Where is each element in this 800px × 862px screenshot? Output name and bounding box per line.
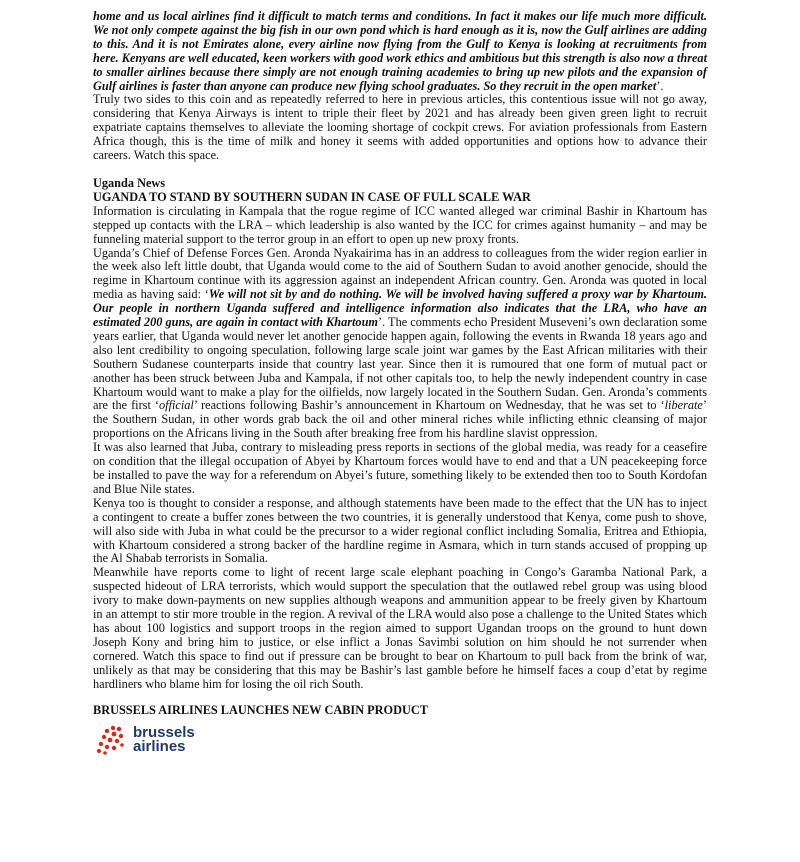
intro-quote-end: ’. bbox=[656, 78, 664, 93]
brussels-headline: BRUSSELS AIRLINES LAUNCHES NEW CABIN PRODUCT bbox=[93, 702, 428, 717]
section-title-uganda: Uganda News bbox=[93, 175, 166, 190]
uganda-p2-part-c: ’ reactions following Bashir’s announcement in Khartoum on Wednesday, that he was set to ‘ bbox=[193, 398, 665, 413]
uganda-paragraph-3: It was also learned that Juba, contrary to misleading press reports in sections of the global media, was ready for a ceasefire on condition that the illegal occupation of Abyei by Khartoum forces would have to end and that a UN peacekeeping force be installed to pave the way for a referendum on Abyei’s future, something likely to be extended then too to South Kordofan and Blue Nile states. bbox=[93, 440, 707, 496]
brussels-airlines-logo bbox=[95, 725, 707, 755]
uganda-p2-part-d: ’ the Southern Sudan, in other words grab back the oil and other mineral riches while inflicting ethnic cleansing of major proportions on the Africans living in the South after breaking free from his hardline slavist oppression. bbox=[93, 398, 707, 441]
document-page bbox=[93, 10, 707, 755]
intro-paragraph: Truly two sides to this coin and as repeatedly referred to here in previous articles, this contentious issue will not go away, considering that Kenya Airways is intent to triple their fleet by 2021 and has already been given green light to recruit expatriate captains themselves to alleviate the looming shortage of cockpit crews. For aviation professionals from Eastern Africa though, this is the time of milk and honey it seems with added opportunities and options how to advance their careers. Watch this space. bbox=[93, 92, 707, 163]
uganda-paragraph-2 bbox=[93, 247, 707, 442]
logo-text-line-1: brussels bbox=[133, 724, 195, 742]
uganda-headline: UGANDA TO STAND BY SOUTHERN SUDAN IN CASE OF FULL SCALE WAR bbox=[93, 189, 531, 204]
brussels-airlines-wordmark bbox=[133, 726, 195, 754]
aronda-quote: We will not sit by and do nothing. We will be involved having suffered a proxy war by Khartoum. Our people in northern Uganda suffered and intelligence information also indicates that the LRA, who have an estimated 200 guns, are again in contact with Khartoum bbox=[93, 287, 708, 330]
uganda-p2-part-a: Uganda’s Chief of Defense Forces Gen. Aronda Nyakairima has in an address to colleagues from the wider region earlier in the week also left little doubt, that Uganda would come to the aid of Southern Sudan to avoid another genocide, should the regime in Khartoum continue with its aggression against an independent African country. Gen. Aronda was quoted in local media as having said: ‘ bbox=[93, 245, 707, 302]
logo-text-line-2: airlines bbox=[133, 738, 186, 756]
brussels-airlines-dots-icon bbox=[95, 725, 129, 755]
uganda-p2-part-b: ’. The comments echo President Museveni’s own declaration some years earlier, that Uganda would never let another genocide happen again, following the events in Rwanda 18 years ago and also lent credibility to ongoing speculation, following large scale joint war games by the East African militaries with their Southern Sudanese counterparts inside that country last year. Since then it is rumoured that one form of mutual pact or another has been struck between Juba and Kampala, if not other capitals too, to help the newly independent country in case Khartoum would want to make a play for the oilfields, now largely located in the Southern Sudan. Gen. Aronda’s comments are the first ‘ bbox=[93, 315, 708, 413]
intro-quote-text: home and us local airlines find it difficult to match terms and conditions. In fact it makes our life much more difficult. We not only compete against the big fish in our own pond which is hard enough as it is, now the Gulf airlines are adding to this. And it is not Emirates alone, every airline now flying from the Gulf to Kenya is looking at recruitments from here. Kenyans are well educated, keen workers with good work ethics and ambitious but this strength is also now a threat to smaller airlines because there simply are not enough training academies to bring up new pilots and the expansion of Gulf airlines is faster than anyone can produce new flying school graduates. So they recruit in the open market bbox=[93, 9, 707, 93]
uganda-paragraph-4: Kenya too is thought to consider a response, and although statements have been made to the effect that the UN has to inject a contingent to create a buffer zones between the two countries, it is generally understood that Kenya, come push to shove, will also side with Juba in what could be the precursor to a wider regional conflict including Somalia, Eritrea and Ethiopia, with Khartoum considered a strong backer of the hardline regime in Asmara, which in turn stands accused of propping up the Al Shabab terrorists in Somalia. bbox=[93, 495, 707, 566]
uganda-paragraph-1: Information is circulating in Kampala that the rogue regime of ICC wanted alleged war criminal Bashir in Khartoum has stepped up contacts with the LRA – which leadership is also wanted by the ICC for crimes against humanity – and may be funneling material support to the terror group in an effort to open up new proxy fronts. bbox=[93, 203, 707, 246]
official-word: official bbox=[159, 398, 194, 413]
intro-quote-paragraph bbox=[93, 10, 707, 93]
liberate-word: liberate bbox=[664, 398, 703, 413]
uganda-paragraph-5: Meanwhile have reports come to light of recent large scale elephant poaching in Congo’s Garamba National Park, a suspected hideout of LRA terrorists, which would support the speculation that the outlawed rebel group was using blood ivory to make down-payments on new supplies although weapons and ammunition appear to be freely given by Khartoum in an attempt to stir more trouble in the region. A revival of the LRA would also pose a challenge to the United States which has about 100 logistics and support troops in the region aimed to support Ugandan troops on the ground to hunt down Joseph Kony and bring him to justice, or else inflict a Jonas Savimbi solution on him should he not surrender when cornered. Watch this space to find out if pressure can be brought to bear on Khartoum to pull back from the brink of war, unlikely as that may be considering that this may be Bashir’s last gamble before he himself faces a coup d’etat by regime hardliners who blame him for losing the oil rich South. bbox=[93, 565, 707, 691]
